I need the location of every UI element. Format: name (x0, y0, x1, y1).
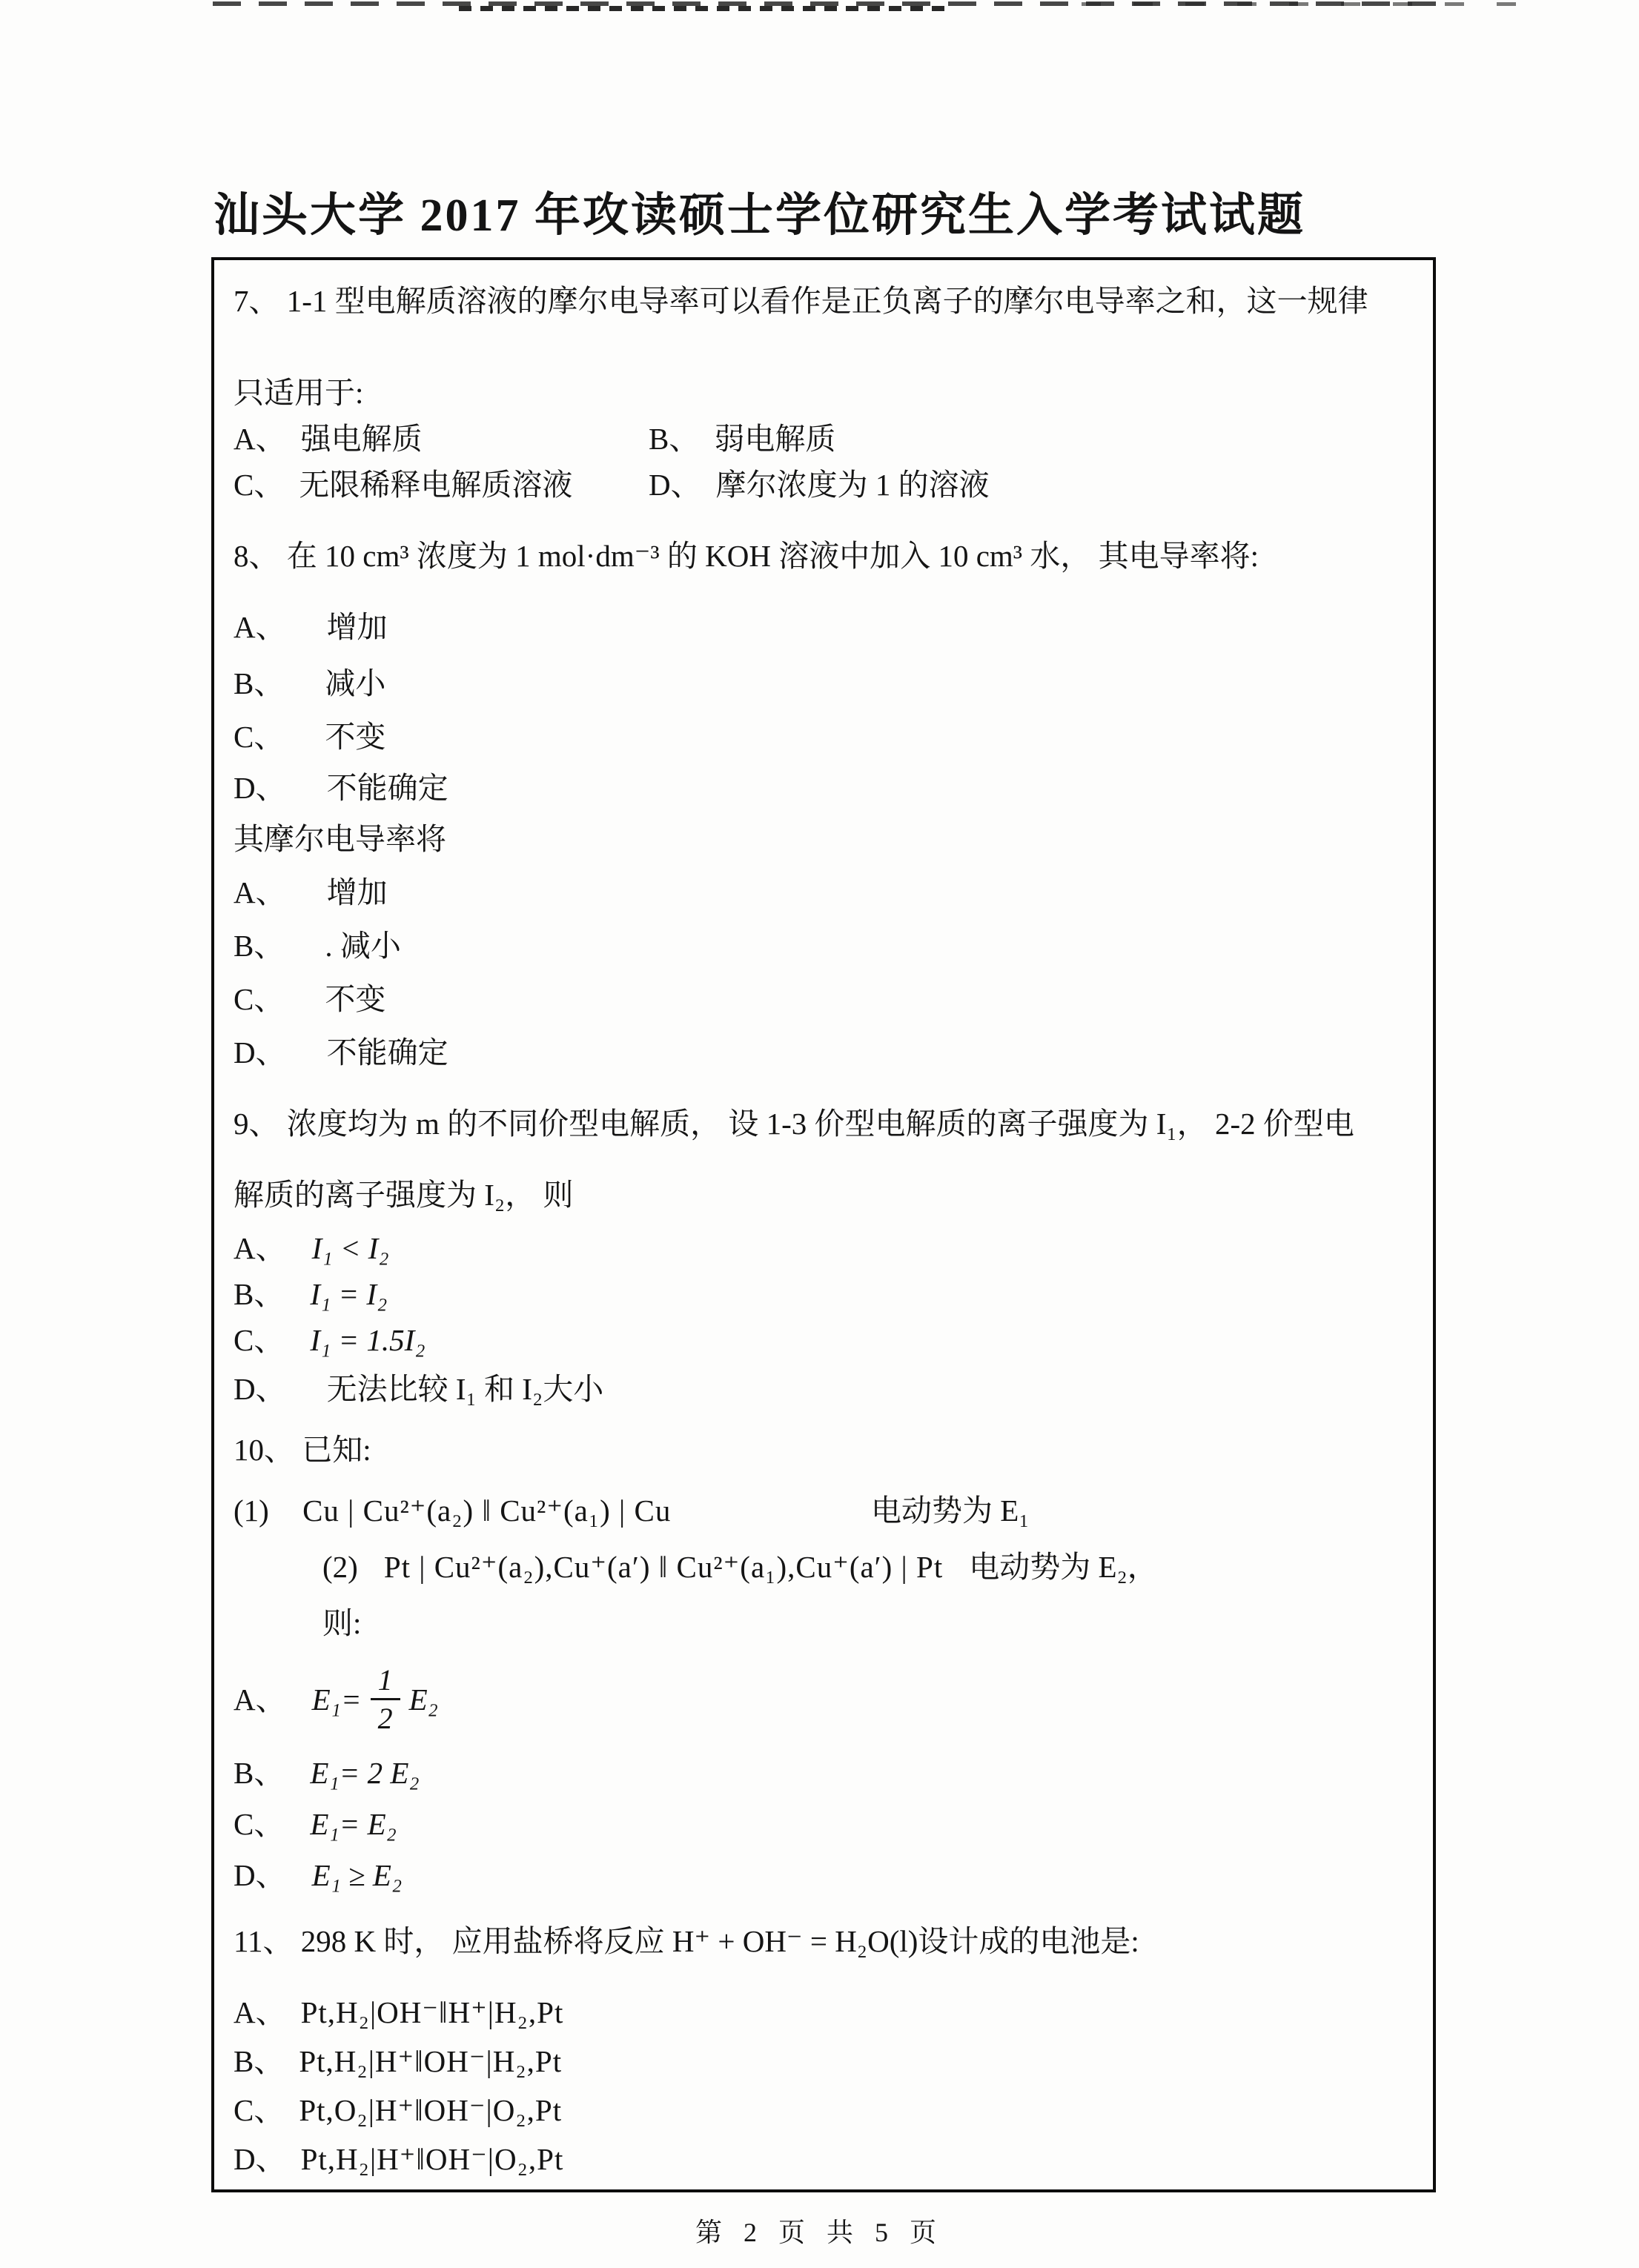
cell-emf-1: 电动势为 E₁ (871, 1493, 1030, 1528)
cell-notation-1 (234, 1491, 871, 1531)
q9-option-d (234, 1369, 1411, 1409)
option-text: Pt,H₂|H⁺‖OH⁻|H₂,Pt (299, 2044, 563, 2078)
q10-intro: 10、 已知: (234, 1433, 371, 1467)
q7-option-c (234, 465, 649, 505)
question-8 (234, 536, 1411, 1072)
option-a-pre: E₁= (311, 1682, 362, 1717)
question-10 (234, 1430, 1411, 1895)
q8-cond-option-c (234, 717, 1411, 757)
option-text: I₁ = I₂ (310, 1277, 388, 1311)
cell-number: (1) (234, 1493, 269, 1528)
option-text: 减小 (325, 666, 386, 700)
cell-diagram: Cu | Cu²⁺(a₂) ‖ Cu²⁺(a₁) | Cu (302, 1493, 672, 1528)
q11-stem: 11、 298 K 时， 应用盐桥将反应 H⁺ + OH⁻ = H₂O(l)设计成的电池是: (234, 1924, 1139, 1958)
noise-dashes-3 (1082, 2, 1540, 6)
option-label: C、 (234, 720, 285, 754)
q8-molar-option-b (234, 926, 1411, 966)
q10-cell-2 (322, 1547, 1411, 1587)
option-text: I₁ = 1.5I₂ (310, 1323, 426, 1357)
fraction (371, 1665, 400, 1734)
scanner-noise-strip (0, 0, 1639, 12)
q7-options-row-2 (234, 465, 1411, 505)
option-text: 不变 (325, 982, 386, 1016)
q11-option-b (234, 2041, 1411, 2081)
q10-option-c (234, 1804, 1411, 1844)
q8-mid-text: 其摩尔电导率将 (234, 822, 446, 856)
q8-molar-option-d (234, 1032, 1411, 1072)
q8-molar-option-a (234, 872, 1411, 912)
option-label: A、 (234, 1231, 286, 1265)
question-11 (234, 1921, 1411, 2179)
option-text: 弱电解质 (714, 422, 836, 456)
option-label: A、 (234, 1995, 286, 2029)
option-label: A、 (234, 1682, 286, 1717)
q11-option-c (234, 2090, 1411, 2130)
question-box (211, 257, 1436, 2192)
option-text: 无限稀释电解质溶液 (299, 468, 573, 502)
q7-option-d (649, 465, 990, 505)
option-a-post: E₂ (408, 1682, 438, 1717)
option-label: B、 (234, 2044, 285, 2078)
option-text: Pt,O₂|H⁺‖OH⁻|O₂,Pt (299, 2093, 563, 2127)
option-label: B、 (234, 1756, 285, 1790)
q8-cond-option-d (234, 768, 1411, 808)
option-text: 不能确定 (326, 771, 448, 805)
option-label: D、 (234, 1372, 286, 1406)
q7-stem-line-1: 7、 1-1 型电解质溶液的摩尔电导率可以看作是正负离子的摩尔电导率之和，这一规律 (234, 284, 1368, 318)
cell-emf-2: 电动势为 E₂， (969, 1550, 1158, 1584)
option-text: 无法比较 I₁ 和 I₂大小 (326, 1372, 604, 1406)
q9-stem-line-2: 解质的离子强度为 I₂， 则 (234, 1178, 574, 1212)
noise-dashes-2 (459, 6, 950, 11)
option-label: C、 (234, 1807, 285, 1841)
q10-then-label: 则: (322, 1606, 362, 1640)
option-label: C、 (234, 2093, 285, 2127)
page-footer: 第 2 页 共 5 页 (695, 2218, 944, 2247)
option-text: 增加 (326, 875, 388, 909)
option-text: 摩尔浓度为 1 的溶液 (715, 468, 990, 502)
option-label: C、 (234, 982, 285, 1016)
option-label: C、 (234, 468, 285, 502)
q10-cell-1 (234, 1491, 1411, 1531)
q7-option-a (234, 419, 649, 459)
q11-option-d (234, 2139, 1411, 2179)
q8-cond-option-b (234, 663, 1411, 703)
option-text: . 减小 (325, 929, 401, 963)
option-label: D、 (649, 468, 701, 502)
page-title: 汕头大学 2017 年攻读硕士学位研究生入学考试试题 (213, 190, 1306, 241)
option-label: B、 (234, 1277, 285, 1311)
option-label: C、 (234, 1323, 285, 1357)
option-label: A、 (234, 610, 286, 644)
option-text: 增加 (326, 610, 388, 644)
option-text: 强电解质 (300, 422, 423, 456)
q8-molar-option-c (234, 979, 1411, 1019)
option-text: 不变 (325, 720, 386, 754)
q8-stem: 8、 在 10 cm³ 浓度为 1 mol·dm⁻³ 的 KOH 溶液中加入 10 cm³ 水， 其电导率将: (234, 539, 1259, 573)
option-text: I₁ < I₂ (311, 1231, 389, 1265)
option-text: E₁= E₂ (310, 1807, 397, 1841)
question-9 (234, 1104, 1411, 1409)
q9-option-a (234, 1228, 1411, 1268)
option-label: D、 (234, 1035, 286, 1070)
q9-option-b (234, 1274, 1411, 1314)
q7-option-b (649, 419, 835, 459)
option-text: E₁ ≥ E₂ (311, 1858, 403, 1892)
option-text: 不能确定 (326, 1035, 448, 1070)
q10-option-d (234, 1855, 1411, 1895)
option-label: D、 (234, 771, 286, 805)
option-label: D、 (234, 2142, 286, 2176)
option-text: E₁= 2 E₂ (310, 1756, 420, 1790)
q10-option-a (234, 1652, 1411, 1747)
option-label: B、 (234, 666, 285, 700)
q9-option-c (234, 1320, 1411, 1360)
cell-number: (2) (322, 1550, 358, 1584)
option-label: A、 (234, 422, 286, 456)
q7-stem-line-2: 只适用于: (234, 376, 364, 410)
option-label: B、 (649, 422, 700, 456)
option-text: Pt,H₂|H⁺‖OH⁻|O₂,Pt (300, 2142, 564, 2176)
option-text: Pt,H₂|OH⁻‖H⁺|H₂,Pt (300, 1995, 564, 2029)
q8-cond-option-a (234, 607, 1411, 647)
q11-option-a (234, 1992, 1411, 2032)
option-label: A、 (234, 875, 286, 909)
q9-stem-line-1: 9、 浓度均为 m 的不同价型电解质， 设 1-3 价型电解质的离子强度为 I₁， 2-2 价型电 (234, 1107, 1354, 1141)
fraction-denominator: 2 (377, 1702, 393, 1735)
q7-options-row-1 (234, 419, 1411, 459)
question-7 (234, 281, 1411, 505)
option-label: B、 (234, 929, 285, 963)
fraction-numerator: 1 (371, 1665, 400, 1700)
cell-diagram: Pt | Cu²⁺(a₂),Cu⁺(a′) ‖ Cu²⁺(a₁),Cu⁺(a′) | Pt (383, 1550, 944, 1584)
q10-option-b (234, 1753, 1411, 1793)
option-label: D、 (234, 1858, 286, 1892)
